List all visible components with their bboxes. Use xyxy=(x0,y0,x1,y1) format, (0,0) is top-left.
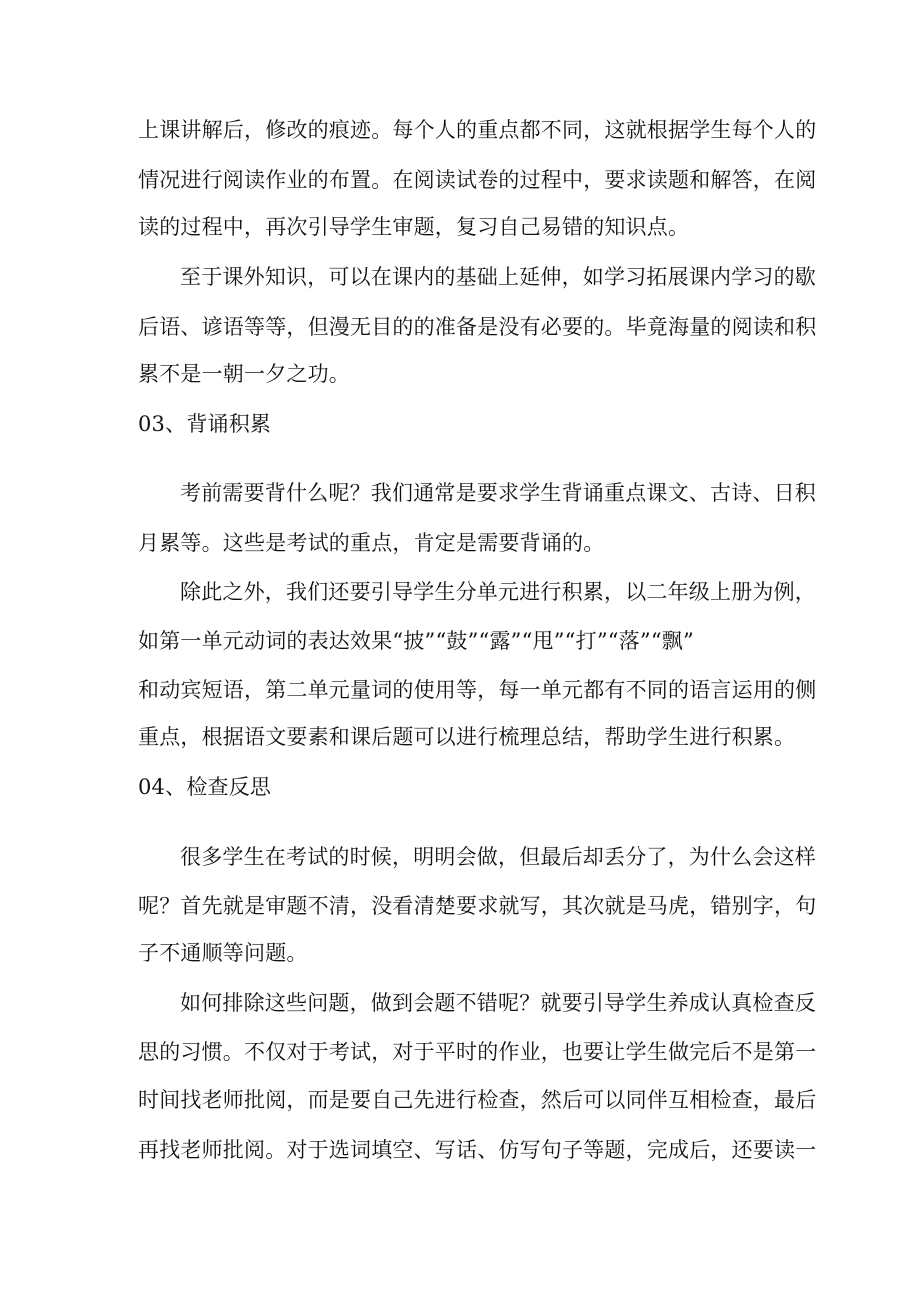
body-text-line: 思的习惯。不仅对于考试，对于平时的作业，也要让学生做完后不是第一 xyxy=(138,1040,817,1064)
body-text-line: 如第一单元动词的表达效果“披”“鼓”“露”“甩”“打”“落”“飘” xyxy=(138,629,694,653)
body-text-line: 很多学生在考试的时候，明明会做，但最后却丢分了，为什么会这样 xyxy=(180,845,816,869)
body-text-line: 上课讲解后，修改的痕迹。每个人的重点都不同，这就根据学生每个人的 xyxy=(138,118,817,142)
body-text-line: 除此之外，我们还要引导学生分单元进行积累，以二年级上册为例， xyxy=(180,580,816,604)
section-heading: 03、背诵积累 xyxy=(138,412,272,436)
body-text-line: 子不通顺等问题。 xyxy=(138,941,308,965)
body-text-line: 和动宾短语，第二单元量词的使用等，每一单元都有不同的语言运用的侧 xyxy=(138,678,817,702)
body-text-line: 月累等。这些是考试的重点，肯定是需要背诵的。 xyxy=(138,531,605,555)
body-text-line: 考前需要背什么呢？我们通常是要求学生背诵重点课文、古诗、日积 xyxy=(180,481,816,505)
body-text-line: 再找老师批阅。对于选词填空、写话、仿写句子等题，完成后，还要读一 xyxy=(138,1138,817,1162)
body-text-line: 读的过程中，再次引导学生审题，复习自己易错的知识点。 xyxy=(138,215,690,239)
body-text-line: 如何排除这些问题，做到会题不错呢？就要引导学生养成认真检查反 xyxy=(180,991,816,1015)
body-text-line: 情况进行阅读作业的布置。在阅读试卷的过程中，要求读题和解答，在阅 xyxy=(138,168,817,192)
body-text-line: 时间找老师批阅，而是要自己先进行检查，然后可以同伴互相检查，最后 xyxy=(138,1088,817,1112)
body-text-line: 重点，根据语文要素和课后题可以进行梳理总结，帮助学生进行积累。 xyxy=(138,725,796,749)
body-text-line: 后语、谚语等等，但漫无目的的准备是没有必要的。毕竟海量的阅读和积 xyxy=(138,315,817,339)
body-text-line: 至于课外知识，可以在课内的基础上延伸，如学习拓展课内学习的歇 xyxy=(180,265,816,289)
body-text-line: 呢？首先就是审题不清，没看清楚要求就写，其次就是马虎，错别字，句 xyxy=(138,894,817,918)
section-heading: 04、检查反思 xyxy=(138,775,272,799)
body-text-line: 累不是一朝一夕之功。 xyxy=(138,362,350,386)
